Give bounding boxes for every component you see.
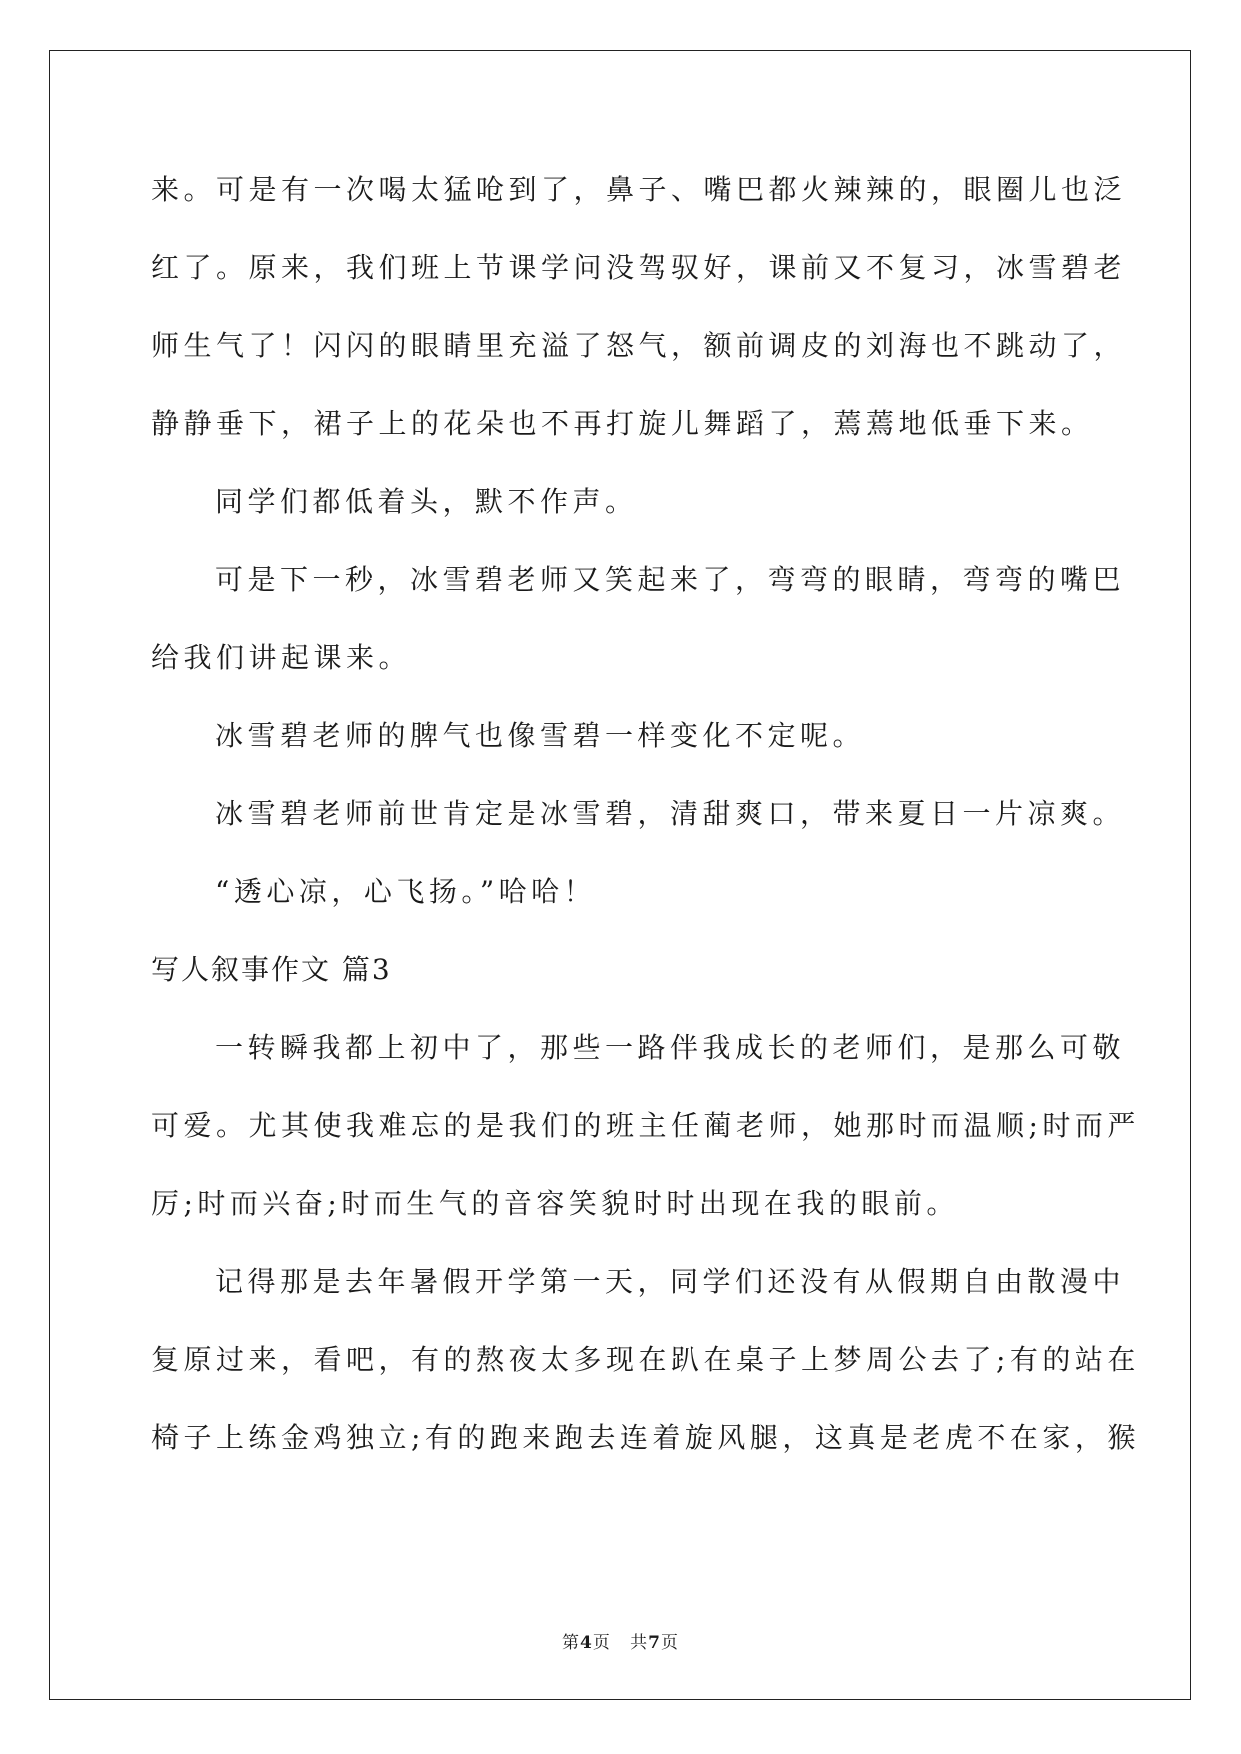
footer-prefix: 第	[562, 1633, 581, 1653]
section-heading: 写人叙事作文 篇3	[151, 953, 392, 986]
text-line: 给我们讲起课来。	[151, 641, 412, 674]
total-pages-number: 7	[648, 1633, 661, 1653]
paragraph-start: 记得那是去年暑假开学第一天，同学们还没有从假期自由散漫中	[215, 1265, 1126, 1298]
text-line: 红了。原来，我们班上节课学问没驾驭好，课前又不复习，冰雪碧老	[151, 251, 1127, 284]
text-line: 来。可是有一次喝太猛呛到了，鼻子、嘴巴都火辣辣的，眼圈儿也泛	[151, 173, 1127, 206]
paragraph-start: “透心凉，心飞扬。”哈哈！	[215, 875, 597, 908]
text-line: 复原过来，看吧，有的熬夜太多现在趴在桌子上梦周公去了;有的站在	[151, 1343, 1140, 1376]
footer-middle: 页 共	[592, 1633, 649, 1653]
text-line: 师生气了！闪闪的眼睛里充溢了怒气，额前调皮的刘海也不跳动了，	[151, 329, 1127, 362]
text-line: 静静垂下，裙子上的花朵也不再打旋儿舞蹈了，蔫蔫地低垂下来。	[151, 407, 1094, 440]
paragraph-start: 冰雪碧老师前世肯定是冰雪碧，清甜爽口，带来夏日一片凉爽。	[215, 797, 1126, 830]
paragraph-start: 同学们都低着头，默不作声。	[215, 485, 638, 518]
paragraph-start: 冰雪碧老师的脾气也像雪碧一样变化不定呢。	[215, 719, 866, 752]
paragraph-start: 可是下一秒，冰雪碧老师又笑起来了，弯弯的眼睛，弯弯的嘴巴	[215, 563, 1126, 596]
paragraph-start: 一转瞬我都上初中了，那些一路伴我成长的老师们，是那么可敬	[215, 1031, 1126, 1064]
page-footer	[0, 1628, 1241, 1653]
text-line: 椅子上练金鸡独立;有的跑来跑去连着旋风腿，这真是老虎不在家，猴	[151, 1421, 1140, 1454]
current-page-number: 4	[580, 1633, 593, 1653]
footer-suffix: 页	[660, 1633, 679, 1653]
text-line: 可爱。尤其使我难忘的是我们的班主任蔺老师，她那时而温顺;时而严	[151, 1109, 1140, 1142]
document-body	[151, 162, 1140, 1488]
text-line: 厉;时而兴奋;时而生气的音容笑貌时时出现在我的眼前。	[151, 1187, 959, 1220]
